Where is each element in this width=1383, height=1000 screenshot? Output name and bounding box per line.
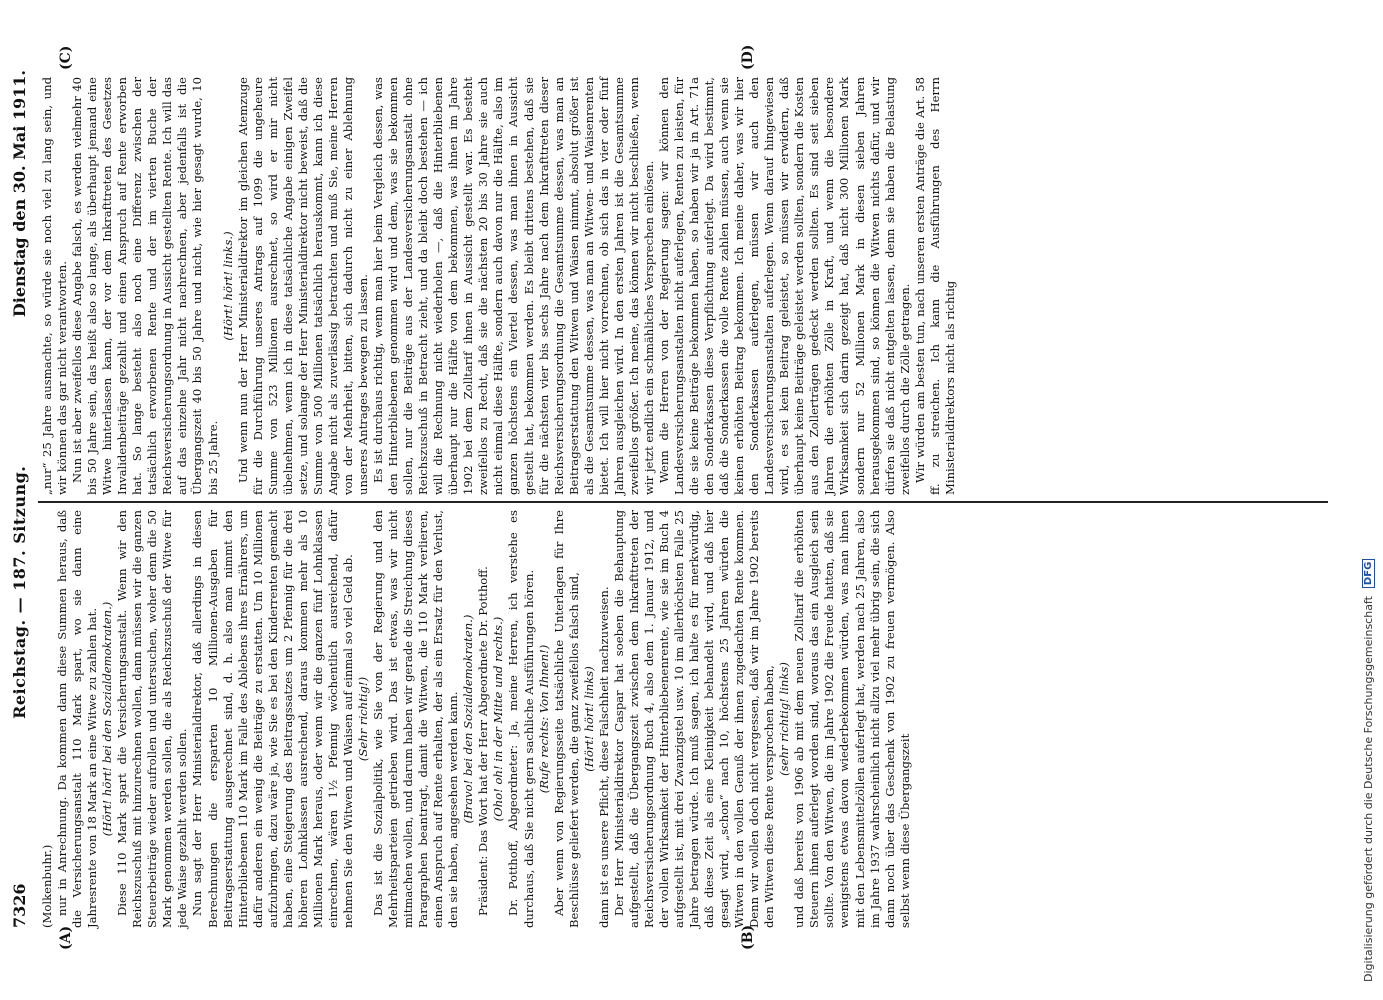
page-header	[8, 70, 30, 928]
interjection: (sehr richtig! links)	[777, 662, 792, 776]
paragraph: Wenn die Herren von der Regierung sagen: wir können den Landesversicherungsanstalten nicht auferlegen, Renten zu leisten, für die sie keine Beiträge bekommen haben, so haben wir ja in Art. 71a den Sonderkassen diese Verpflichtung auferlegt. Da wird bestimmt, daß die Sonderkassen die volle Rente zahlen müssen, auch wenn sie keinen erhöhten Beitrag bekommen. Ich meine daher, was wir hier den Sonderkassen auferlegen, müssen wir auch den Landesversicherungsanstalten auferlegen. Wenn darauf hingewiesen wird, es sei kein Beitrag geleistet, so müssen wir erwidern, daß überhaupt keine Beiträge geleistet werden sollten, sondern die Kosten aus den Zollerträgen gedeckt werden sollten. Es sind seit sieben Jahren die erhöhten Zölle in Kraft, und wenn die besondere Wirksamkeit sich darin gezeigt hat, daß nicht 300 Millionen Mark sondern nur 52 Millionen Mark in diesen sieben Jahren herausgekommen sind, so können die Witwen nichts dafür, und wir dürfen sie daß nicht entgelten lassen, denn sie haben die Belastung zweifellos durch die Zölle getragen.	[656, 77, 912, 495]
page-number: 7326	[9, 883, 29, 928]
header-date: Dienstag den 30. Mai 1911.	[9, 70, 29, 318]
interjection: (Sehr richtig!)	[355, 676, 370, 762]
dfg-logo: DFG	[1362, 559, 1375, 588]
paragraph: (Molkenbuhr.)	[40, 844, 54, 928]
column-divider	[38, 501, 1328, 503]
paragraph: Das ist die Sozialpolitik, wie Sie von der Regierung und den Mehrheitsparteien getrieben wird. Das ist etwas, was wir nicht mitmachen wollen, und darum haben wir gerade die Streichung dieses Paragraphen beantragt, damit die Witwen, die 110 Mark verlieren, einen Anspruch auf Rente erhalten, der als ein Ersatz für den Verlust, den sie haben, angesehen werden kann.	[371, 510, 461, 928]
interjection: (Hört! hört! links)	[581, 666, 596, 772]
interjection: (Bravo! bei den Sozialdemokraten.)	[461, 614, 476, 824]
interjection: (Hört! hört! links.)	[220, 231, 235, 341]
paragraph: Der Herr Ministerialdirektor Caspar hat soeben die Behauptung aufgestellt, daß die Übergangszeit zwischen dem Inkrafttreten der Reichsversicherungsordnung Buch 4, also dem 1. Januar 1912, und der vollen Wirksamkeit der Hinterbliebenenrente, wie sie im Buch 4 aufgestellt ist, mit drei Zwanzigstel usw. 10 im allerhöchsten Falle 25 Jahre betragen würde. Ich muß sagen, ich halte es für merkwürdig, daß diese Zeit als eine Kleinigkeit behandelt wird, und daß hier gesagt wird, „schon“ nach 10, höchstens 25 Jahren würden die Witwen in den vollen Genuß der ihnen zugedachten Rente kommen. Denn wir wollen doch nicht vergessen, daß wir im Jahre 1902 bereits den Witwen diese Rente versprochen haben,	[611, 510, 777, 928]
paragraph: „nur“ 25 Jahre ausmachte, so würde sie noch viel zu lang sein, und wir können das gar nicht verantworten.	[40, 77, 70, 495]
digitization-credit	[1362, 0, 1375, 1000]
paragraph: Diese 110 Mark spart die Versicherungsanstalt. Wenn wir den Reichszuschuß mit hinzurechnen wollen, dann müssen wir die ganzen Steuerbeiträge wieder aufrollen und untersuchen, woher denn die 50 Mark genommen werden sollen, die als Reichszuschuß der Witwe für jede Waise gezahlt werden sollen.	[115, 510, 190, 928]
paragraph: Aber wenn von Regierungsseite tatsächliche Unterlagen für Ihre Beschlüsse geliefert werden, die ganz zweifellos falsch sind,	[551, 510, 581, 928]
header-title: Reichstag. — 187. Sitzung.	[9, 465, 29, 719]
paragraph: Nun ist aber zweifellos diese Angabe falsch, es werden vielmehr 40 bis 50 Jahre sein, das heißt also so lange, als überhaupt jemand eine Witwe hinterlassen kann, der vor dem Inkrafttreten des Gesetzes Invalidenbeiträge gezahlt und einen Anspruch auf Rente erworben hat. So lange besteht also noch eine Differenz zwischen der tatsächlich erworbenen Rente und der im vierten Buche der Reichsversicherungsordnung in Aussicht gestellten Rente. Ich will das auf das einzelne Jahr nicht nachrechnen, aber jedenfalls ist die Übergangszeit 40 bis 50 Jahre und nicht, wie hier gesagt wurde, 10 bis 25 Jahre.	[70, 77, 220, 495]
speaker-paragraph: Präsident: Das Wort hat der Herr Abgeordnete Dr. Potthoff.	[476, 566, 491, 916]
paragraph: nur in Anrechnung. Da kommen dann diese Summen heraus, daß die Versicherungsanstalt 110 Mark spart, wo sie dann eine Jahresrente von 18 Mark an eine Witwe zu zahlen hat.	[55, 510, 100, 928]
paragraph: Und wenn nun der Herr Ministerialdirektor im gleichen Atemzuge für die Durchführung unseres Antrags auf 1099 die ungeheure Summe von 523 Millionen ausrechnet, so wird er mir nicht übelnehmen, wenn ich in diese tatsächliche Angabe einigen Zweifel setze, und solange der Herr Ministerialdirektor nicht beweist, daß die Summe von 500 Millionen tatsächlich herauskommt, kann ich diese Angabe nicht als zuverlässig betrachten und muß Sie, meine Herren von der Mehrheit, bitten, sich dadurch nicht zu einer Ablehnung unseres Antrages bewegen zu lassen.	[235, 77, 370, 495]
margin-mark-d: (D)	[740, 44, 756, 70]
speaker-paragraph: Dr. Potthoff, Abgeordneter: Ja, meine Herren, ich verstehe es durchaus, daß Sie nicht gern sachliche Ausführungen hören.	[506, 510, 536, 928]
margin-mark-a: (A)	[58, 925, 74, 950]
margin-mark-b: (B)	[740, 924, 756, 950]
interjection: (Rufe rechts: Von Ihnen!)	[536, 644, 551, 794]
left-column	[40, 510, 913, 928]
margin-mark-c: (C)	[58, 45, 74, 70]
paragraph: Wir würden am besten tun, nach unseren ersten Anträge die Art. 58 ff. zu streichen. Ich kann die Ausführungen des Herrn Ministerialdirektors nicht als richtig	[912, 77, 957, 495]
paragraph: Nun sagt der Herr Ministerialdirektor, daß allerdings in diesen Berechnungen die ersparten 10 Millionen-Ausgaben für Beitragserstattung ausgerechnet sind, d. h. also man nimmt den Hinterbliebenen 110 Mark im Falle des Ablebens ihres Ernährers, um dafür anderen ein wenig die Beiträge zu erstatten. Um 10 Millionen aufzubringen, dazu wäre ja, wie Sie es bei den Kinderrenten gemacht haben, eine Steigerung des Beitragssatzes um 2 Pfennig für die drei höheren Lohnklassen ausreichend, daraus kommen mehr als 10 Millionen Mark heraus, oder wenn wir die ganzen fünf Lohnklassen einrechnen, wären 1½ Pfennig wöchentlich ausreichend, dafür nehmen Sie den Witwen und Waisen auf einmal so viel Geld ab.	[190, 510, 355, 928]
interjection: (Oho! oh! in der Mitte und rechts.)	[491, 616, 506, 822]
credit-text: Digitalisierung gefördert durch die Deutsche Forschungsgemeinschaft	[1362, 596, 1375, 982]
interjection: (Hört! hört! bei den Sozialdemokraten.)	[100, 601, 115, 837]
right-column	[40, 77, 958, 495]
paragraph: dann ist es unsere Pflicht, diese Falschheit nachzuweisen.	[596, 586, 611, 928]
paragraph: und daß bereits von 1906 ab mit dem neuen Zolltarif die erhöhten Steuern ihnen auferlegt worden sind, woraus das ein Ausgleich sein sollte. Von den Witwen, die im Jahre 1902 die Freude hatten, daß sie wenigstens etwas davon wiederbekommen würden, was man ihnen mit den Lebensmittelzöllen auferlegt hat, werden nach 25 Jahren, also im Jahre 1937 wahrscheinlich nicht allzu viel mehr übrig sein, die sich dann noch über das Geschenk von 1902 zu freuen vermögen. Also selbst wenn diese Übergangszeit	[792, 510, 912, 928]
paragraph: Es ist durchaus richtig, wenn man hier beim Vergleich dessen, was den Hinterbliebenen genommen wird und dem, was sie bekommen sollen, nur die Beiträge aus der Landesversicherungsanstalt ohne Reichszuschuß in Betracht zieht, und da bleibt doch bestehen — ich will die Rechnung nicht wiederholen —, daß die Hinterbliebenen überhaupt nur die Hälfte von dem bekommen, was ihnen im Jahre 1902 bei dem Zolltarif ihnen in Aussicht gestellt war. Es besteht zweifellos zu Recht, daß sie die nächsten 20 bis 30 Jahre sie auch nicht einmal diese Hälfte, sondern auch davon nur die Hälfte, also im ganzen höchstens ein Viertel dessen, was man ihnen in Aussicht gestellt hat, bekommen werden. Es bleibt drittens bestehen, daß sie für die nächsten vier bis sechs Jahre nach dem Inkrafttreten dieser Reichsversicherungsordnung die Gesamtsumme dessen, was man an Beitragserstattung den Witwen und Waisen nimmt, absolut größer ist als die Gesamtsumme dessen, was man an Witwen- und Waisenrenten bietet. Ich will hier nicht vorrechnen, ob sich das in vier oder fünf Jahren ausgleichen wird. In den ersten Jahren ist die Gesamtsumme zweifellos größer. Ich meine, das können wir nicht beschließen, wenn wir jetzt endlich ein schmähliches Versprechen einlösen.	[371, 77, 656, 495]
